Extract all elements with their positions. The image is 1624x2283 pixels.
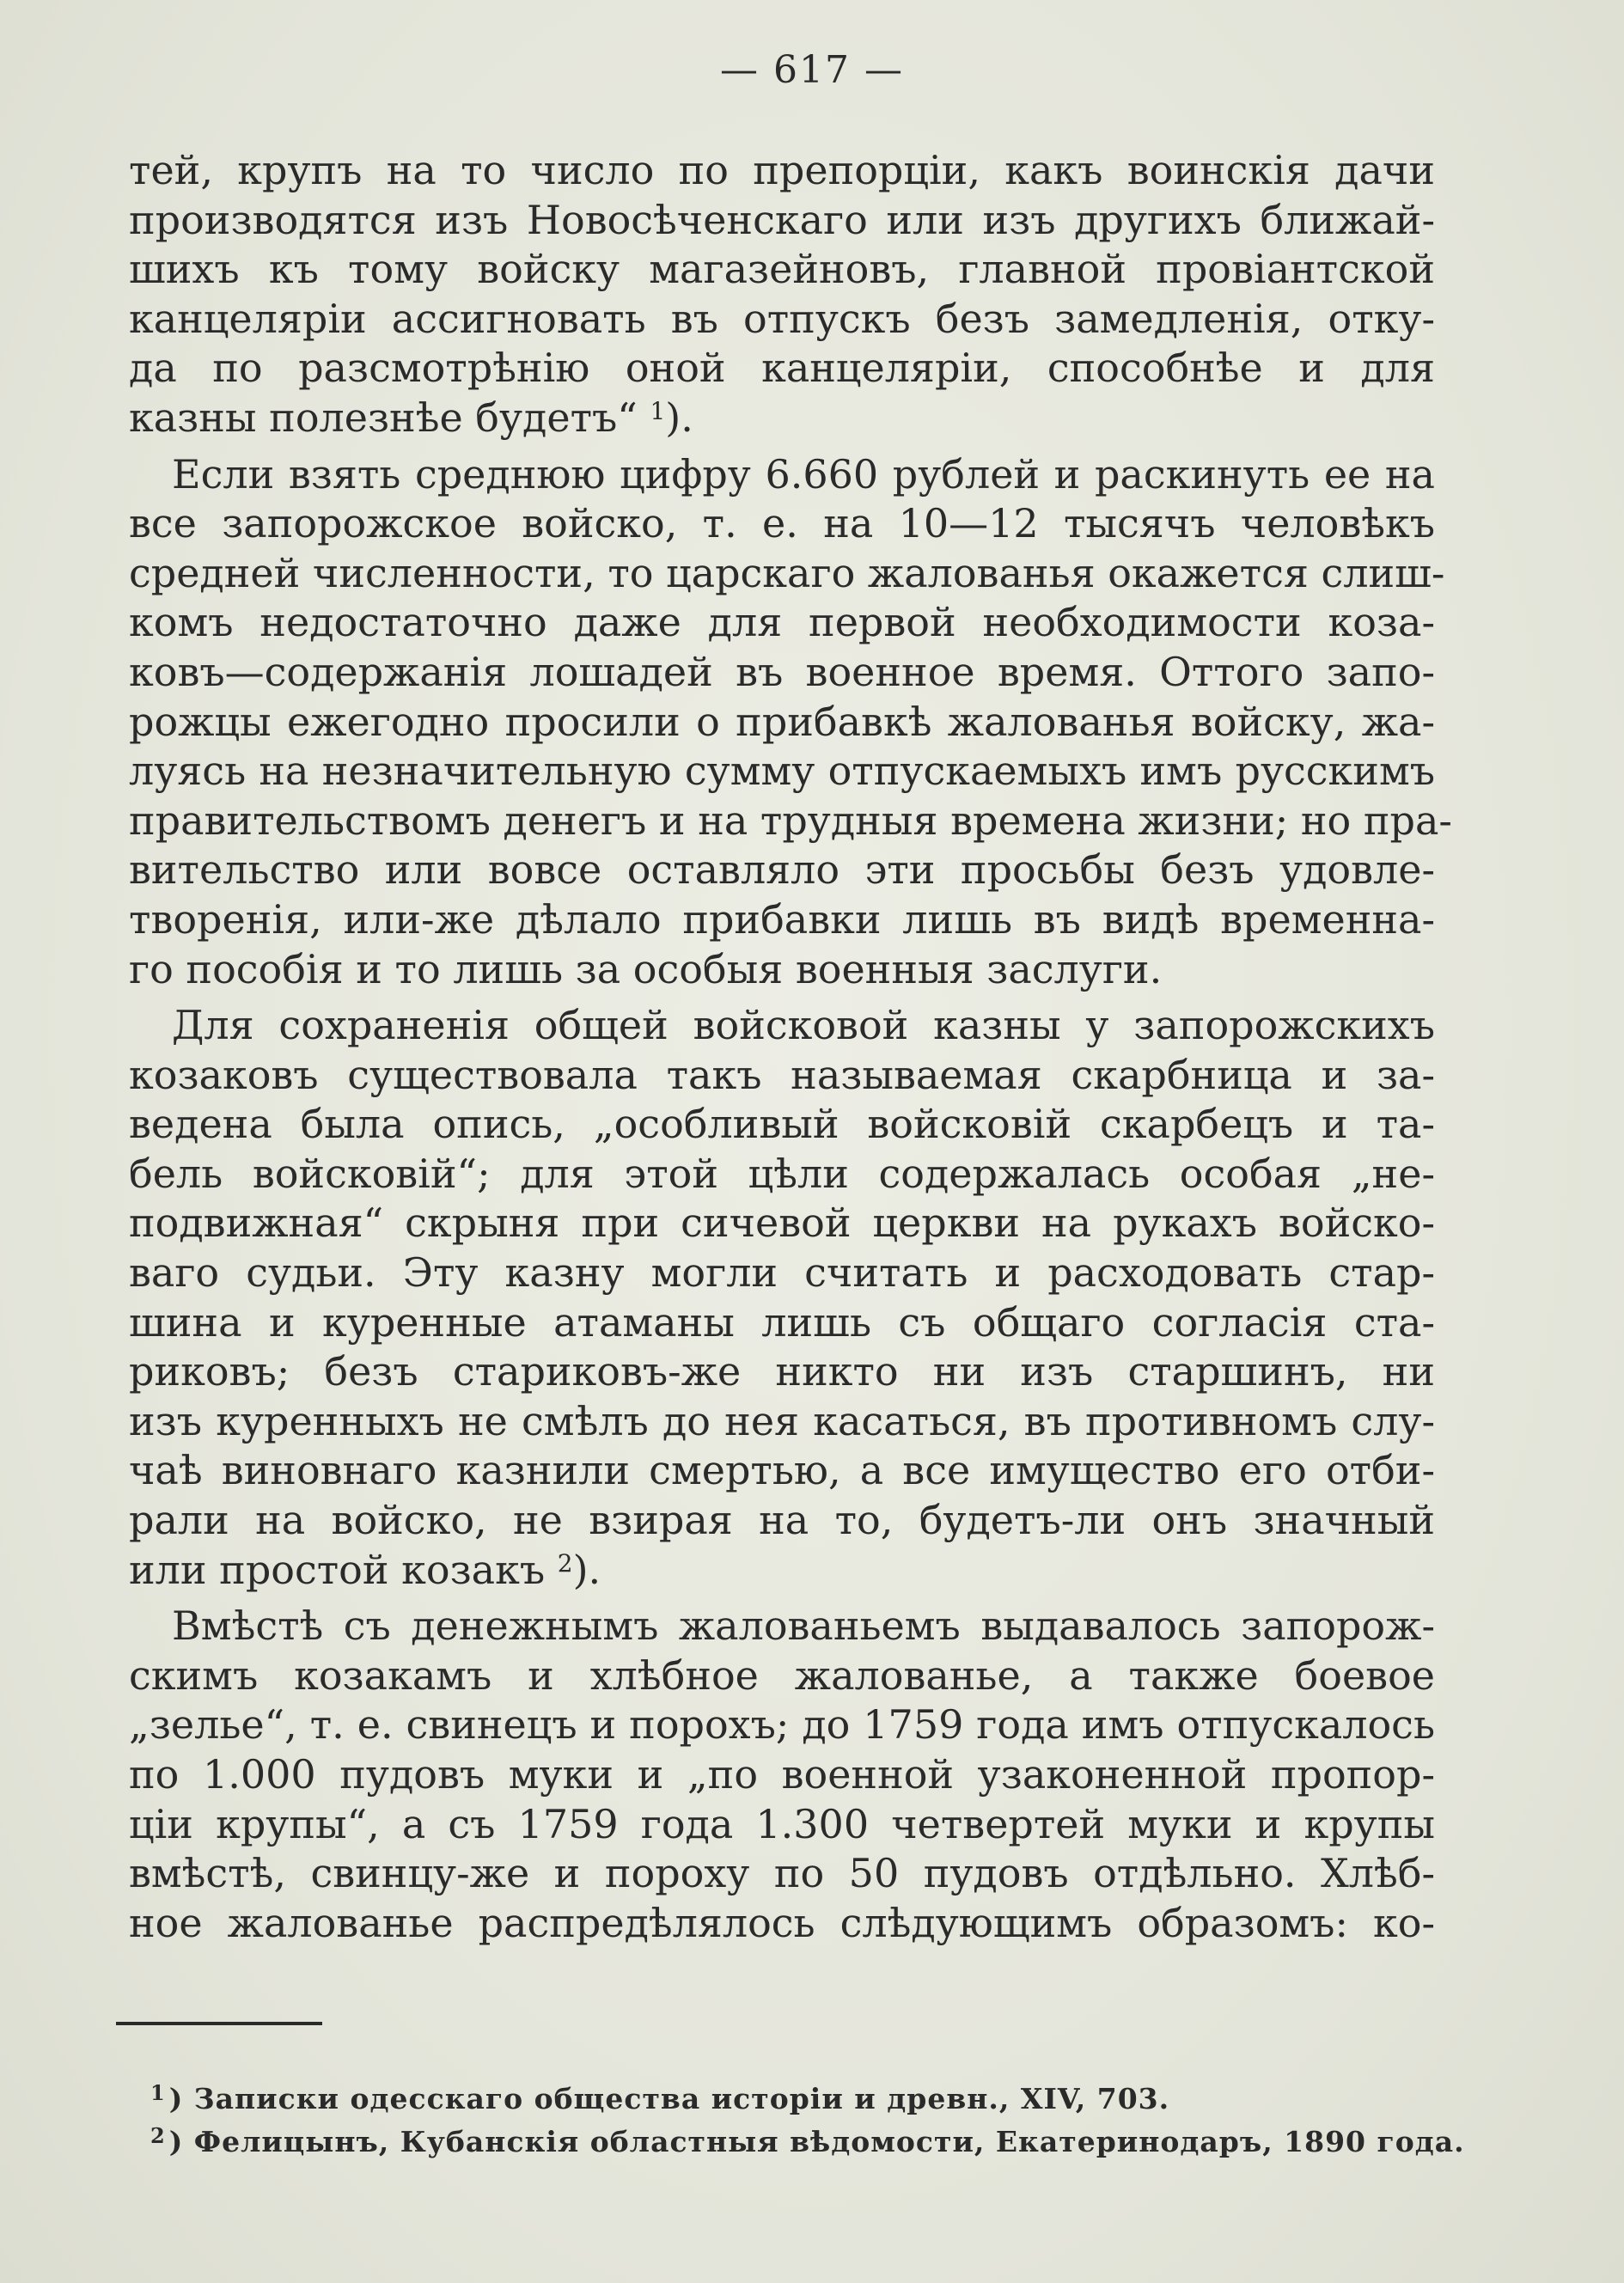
page-number: — 617 — xyxy=(720,48,904,92)
line-text: скимъ козакамъ и хлѣбное жалованье, а также боевое xyxy=(129,1651,1435,1699)
line-text: Вмѣстѣ съ денежнымъ жалованьемъ выдавалось запорож- xyxy=(172,1602,1435,1650)
line-text: по 1.000 пудовъ муки и „по военной узаконенной пропор- xyxy=(129,1751,1435,1798)
line-text: луясь на незначительную сумму отпускаемыхъ имъ русскимъ xyxy=(129,748,1435,795)
line-text: бель войсковій“; для этой цѣли содержалась особая „не- xyxy=(129,1150,1435,1197)
line-text: правительствомъ денегъ и на трудныя времена жизни; но пра- xyxy=(129,797,1452,844)
paragraph xyxy=(129,146,1435,443)
footnote-number: 1 xyxy=(150,2080,166,2105)
text-line xyxy=(129,1800,1435,1850)
text-line xyxy=(129,1446,1435,1496)
text-line xyxy=(129,1397,1435,1447)
line-text: Если взять среднюю цифру 6.660 рублей и раскинуть ее на xyxy=(172,450,1435,497)
text-line xyxy=(129,1496,1435,1546)
line-text: ціи крупы“, а съ 1759 года 1.300 четвертей муки и крупы xyxy=(129,1800,1435,1847)
line-text: вительство или вовсе оставляло эти просьбы безъ удовле- xyxy=(129,846,1435,894)
text-line xyxy=(129,344,1435,394)
footnote-number: 2 xyxy=(150,2123,166,2148)
paragraph-gap xyxy=(129,994,1435,1001)
line-tail: ). xyxy=(572,1546,601,1593)
paragraph-gap xyxy=(129,1595,1435,1602)
text-line xyxy=(129,1150,1435,1199)
text-line xyxy=(129,747,1435,797)
text-line xyxy=(129,1700,1435,1750)
footnote xyxy=(150,2078,1439,2121)
line-text: производятся изъ Новосѣченскаго или изъ другихъ ближай- xyxy=(129,196,1435,243)
line-text: рали на войско, не взирая на то, будетъ-ли онъ значный xyxy=(129,1497,1435,1544)
line-text: канцеляріи ассигновать въ отпускъ безъ замедленія, отку- xyxy=(129,295,1435,342)
line-text: все запорожское войско, т. е. на 10—12 тысячъ человѣкъ xyxy=(129,500,1435,547)
text-line xyxy=(129,1248,1435,1298)
line-text: подвижная“ скрыня при сичевой церкви на рукахъ войско- xyxy=(129,1199,1435,1247)
text-line xyxy=(129,1199,1435,1248)
line-text: ное жалованье распредѣлялось слѣдующимъ образомъ: ко- xyxy=(129,1899,1435,1946)
text-line xyxy=(129,1001,1435,1051)
text-line xyxy=(129,1051,1435,1101)
text-line xyxy=(129,196,1435,246)
text-line xyxy=(129,1750,1435,1800)
line-text: ковъ—содержанія лошадей въ военное время. Оттого запо- xyxy=(129,648,1435,695)
line-text: шина и куренные атаманы лишь съ общаго согласія ста- xyxy=(129,1298,1435,1346)
text-line xyxy=(129,1899,1435,1949)
text-line xyxy=(129,146,1435,196)
line-text: Для сохраненія общей войсковой казны у запорожскихъ xyxy=(172,1002,1435,1049)
text-line xyxy=(129,797,1452,846)
text-line xyxy=(129,895,1435,945)
line-text: риковъ; безъ стариковъ-же никто ни изъ старшинъ, ни xyxy=(129,1348,1435,1395)
paragraph-gap xyxy=(129,443,1435,450)
footnote-reference: 2 xyxy=(557,1548,573,1578)
text-line xyxy=(129,598,1435,648)
footnote-reference: 1 xyxy=(650,396,666,425)
paragraph xyxy=(129,450,1452,995)
line-text: „зелье“, т. е. свинецъ и порохъ; до 1759 года имъ отпускалось xyxy=(129,1701,1435,1749)
line-text: да по разсмотрѣнію оной канцеляріи, способнѣе и для xyxy=(129,345,1435,392)
footnotes xyxy=(150,2078,1465,2164)
text-line xyxy=(129,394,1435,443)
text-line xyxy=(129,698,1435,748)
text-line xyxy=(129,1849,1435,1899)
text-line xyxy=(129,648,1435,698)
text-line xyxy=(129,1651,1435,1701)
text-line xyxy=(129,845,1435,895)
text-line xyxy=(129,450,1435,500)
footnote xyxy=(150,2121,1465,2164)
line-text: творенія, или-же дѣлало прибавки лишь въ видѣ временна- xyxy=(129,895,1435,943)
text-line xyxy=(129,295,1435,345)
line-tail: ). xyxy=(665,394,693,441)
line-text: шихъ къ тому войску магазейновъ, главной провіантской xyxy=(129,246,1435,293)
main-text xyxy=(129,146,1452,1948)
text-line xyxy=(129,499,1435,549)
line-text: го пособія и то лишь за особыя военныя заслуги. xyxy=(129,945,1163,992)
footnote-text: ) Записки одесскаго общества исторіи и древн., XIV, 703. xyxy=(168,2082,1170,2115)
line-text: ваго судьи. Эту казну могли считать и расходовать стар- xyxy=(129,1249,1435,1297)
text-line xyxy=(129,945,1435,995)
text-line xyxy=(129,245,1435,295)
line-text: тей, крупъ на то число по препорціи, какъ воинскія дачи xyxy=(129,147,1435,193)
text-line xyxy=(129,1602,1435,1651)
line-text: ведена была опись, „особливый войсковій скарбецъ и та- xyxy=(129,1101,1435,1148)
paragraph xyxy=(129,1602,1435,1948)
line-text: рожцы ежегодно просили о прибавкѣ жалованья войску, жа- xyxy=(129,698,1435,745)
line-text: казны полезнѣе будетъ“ xyxy=(129,394,638,441)
line-text: изъ куренныхъ не смѣлъ до нея касаться, въ противномъ слу- xyxy=(129,1397,1435,1444)
paragraph xyxy=(129,1001,1435,1595)
line-text: или простой козакъ xyxy=(129,1546,546,1593)
line-text: чаѣ виновнаго казнили смертью, а все имущество его отби- xyxy=(129,1447,1435,1494)
text-line xyxy=(129,1100,1435,1150)
line-text: комъ недостаточно даже для первой необходимости коза- xyxy=(129,599,1435,646)
line-text: средней численности, то царскаго жалованья окажется слиш- xyxy=(129,549,1445,596)
footnote-divider xyxy=(116,2022,322,2025)
line-text: вмѣстѣ, свинцу-же и пороху по 50 пудовъ отдѣльно. Хлѣб- xyxy=(129,1850,1435,1897)
text-line xyxy=(129,549,1445,599)
line-text: козаковъ существовала такъ называемая скарбница и за- xyxy=(129,1051,1435,1098)
text-line xyxy=(129,1347,1435,1397)
footnote-text: ) Фелицынъ, Кубанскія областныя вѣдомости, Екатеринодаръ, 1890 года. xyxy=(168,2125,1465,2158)
text-line xyxy=(129,1298,1435,1348)
text-line xyxy=(129,1546,1435,1596)
